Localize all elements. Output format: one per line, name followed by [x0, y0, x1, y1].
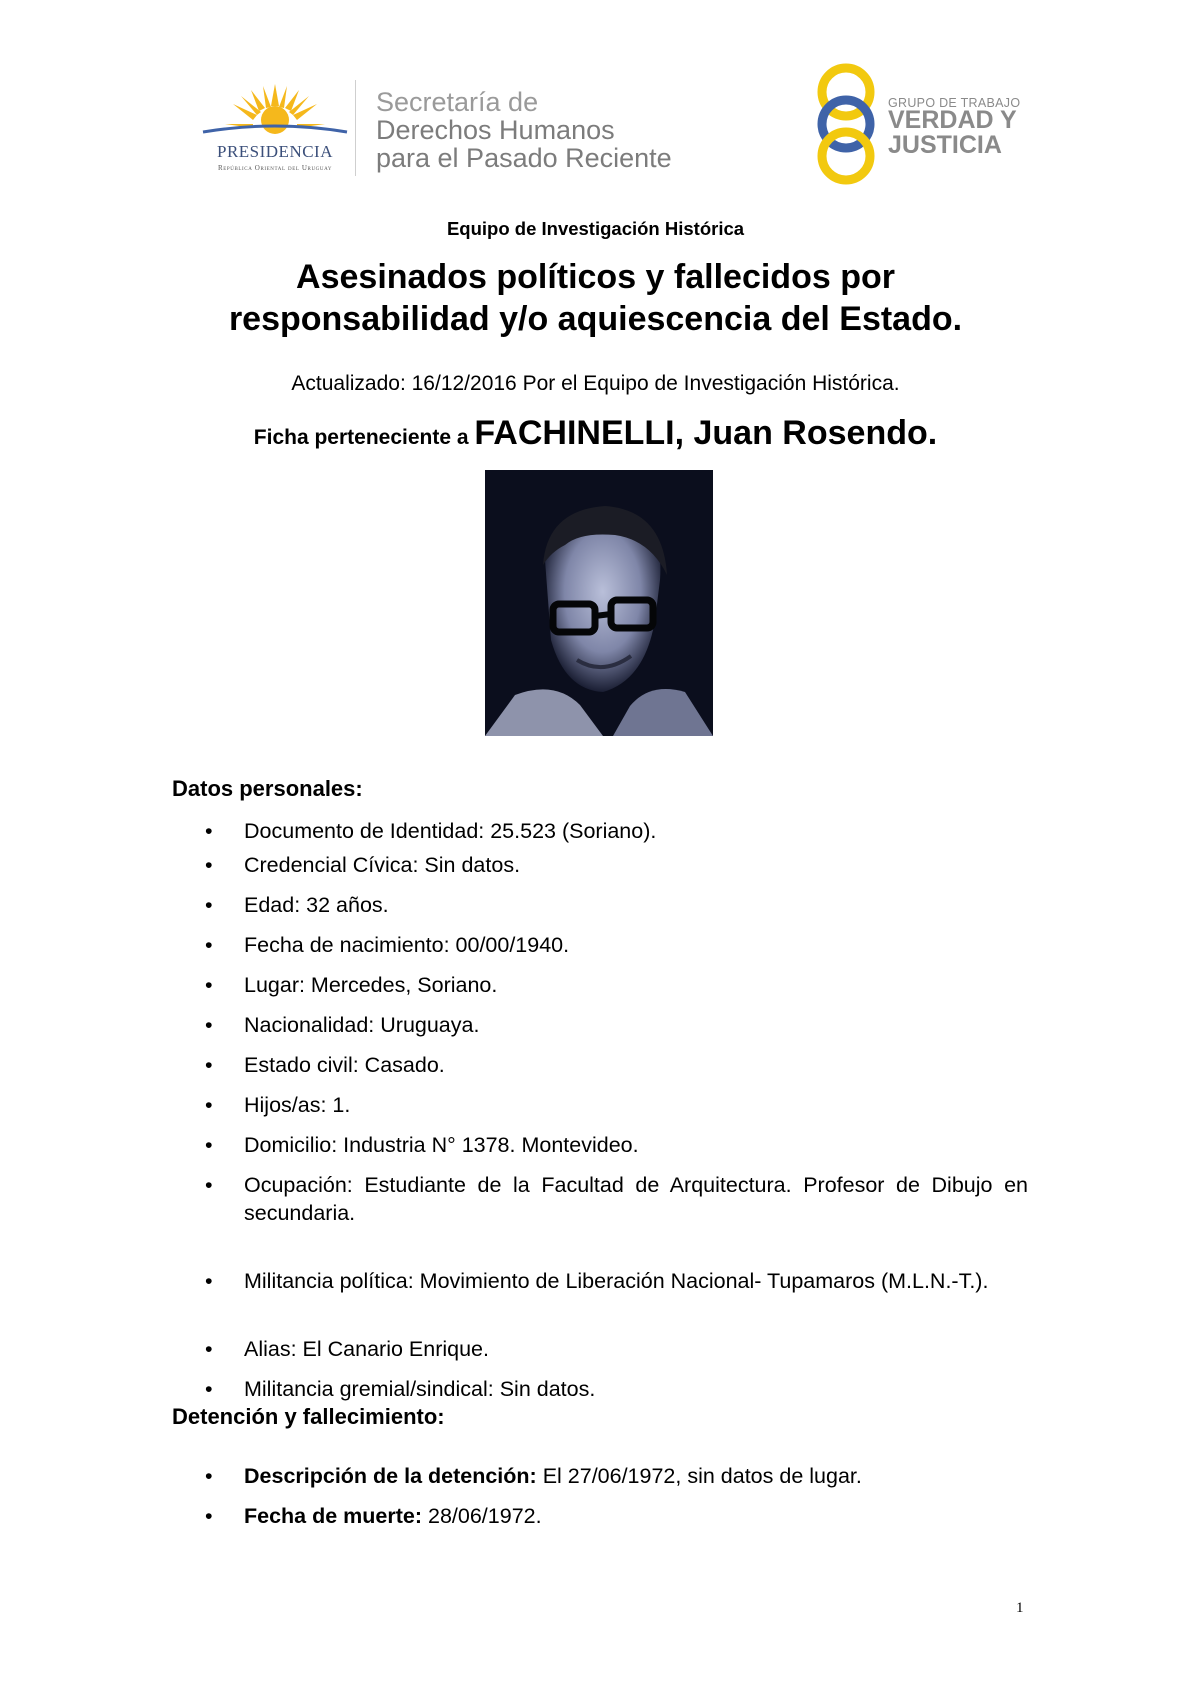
- list-item-text: Fecha de nacimiento: 00/00/1940.: [244, 933, 570, 957]
- bullet-icon: •: [205, 1013, 213, 1037]
- list-item: [172, 1375, 1028, 1403]
- list-item: [172, 1171, 1028, 1227]
- vyj-subtitle: GRUPO DE TRABAJO: [888, 96, 1021, 110]
- secretaria-logo-text: [376, 88, 672, 172]
- vyj-title: [888, 108, 1017, 158]
- list-item-text: Alias: El Canario Enrique.: [244, 1337, 489, 1361]
- bullet-icon: •: [205, 1269, 213, 1293]
- list-item: [172, 1011, 1028, 1039]
- bullet-icon: •: [205, 1377, 213, 1401]
- page-title: [0, 256, 1191, 340]
- list-item-text: Estado civil: Casado.: [244, 1053, 445, 1077]
- bullet-icon: •: [205, 1337, 213, 1361]
- list-item-text: Domicilio: Industria N° 1378. Montevideo.: [244, 1133, 639, 1157]
- list-item: [172, 971, 1028, 999]
- list-item: [172, 1502, 1028, 1530]
- detention-heading: Detención y fallecimiento:: [172, 1404, 445, 1429]
- logo-divider: [355, 80, 356, 176]
- list-item-text: Documento de Identidad: 25.523 (Soriano).: [244, 819, 657, 843]
- secretaria-line-2: Derechos Humanos: [376, 115, 615, 145]
- bullet-icon: •: [205, 1133, 213, 1157]
- personal-data-list: [172, 817, 1028, 1403]
- list-item-text: Ocupación: Estudiante de la Facultad de Arquitectura. Profesor de Dibujo en secundaria.: [244, 1173, 1028, 1225]
- list-item: [172, 1131, 1028, 1159]
- list-item: [172, 891, 1028, 919]
- person-name: FACHINELLI, Juan Rosendo.: [474, 414, 938, 452]
- bullet-icon: •: [205, 1464, 213, 1488]
- bullet-icon: •: [205, 853, 213, 877]
- secretaria-line-3: para el Pasado Reciente: [376, 143, 672, 173]
- page-title-line-1: Asesinados políticos y fallecidos por: [296, 258, 895, 296]
- list-item-label: Fecha de muerte:: [244, 1504, 423, 1528]
- bullet-icon: •: [205, 1504, 213, 1528]
- bullet-icon: •: [205, 1053, 213, 1077]
- interlocked-rings-icon: [810, 62, 885, 187]
- personal-data-heading: Datos personales:: [172, 776, 363, 801]
- presidencia-text: PRESIDENCIA: [216, 142, 333, 161]
- updated-line: Actualizado: 16/12/2016 Por el Equipo de Investigación Histórica.: [291, 372, 900, 395]
- list-item: [172, 1091, 1028, 1119]
- bullet-icon: •: [205, 973, 213, 997]
- list-item: [172, 1335, 1028, 1363]
- list-item-text: Credencial Cívica: Sin datos.: [244, 853, 521, 877]
- list-item-text: Militancia gremial/sindical: Sin datos.: [244, 1377, 596, 1401]
- ficha-prefix: Ficha perteneciente a: [253, 426, 469, 449]
- portrait-photo: [485, 470, 713, 736]
- list-item-text: Nacionalidad: Uruguaya.: [244, 1013, 480, 1037]
- list-item: [172, 1051, 1028, 1079]
- list-item-text: Edad: 32 años.: [244, 893, 389, 917]
- bullet-icon: •: [205, 893, 213, 917]
- list-item-text: Militancia política: Movimiento de Liberación Nacional- Tupamaros (M.L.N.-T.).: [244, 1269, 989, 1293]
- list-item-text: Lugar: Mercedes, Soriano.: [244, 973, 498, 997]
- bullet-icon: •: [205, 933, 213, 957]
- list-item: [172, 1267, 1028, 1295]
- bullet-icon: •: [205, 819, 213, 843]
- list-item: [172, 931, 1028, 959]
- vyj-title-line-2: JUSTICIA: [888, 131, 1002, 159]
- presidencia-subtitle: República Oriental del Uruguay: [217, 164, 333, 172]
- vyj-title-line-1: VERDAD Y: [888, 106, 1017, 134]
- list-item: [172, 1462, 1028, 1490]
- presidencia-logo: [195, 82, 355, 177]
- list-item-label: Descripción de la detención:: [244, 1464, 537, 1488]
- list-item-text: Hijos/as: 1.: [244, 1093, 351, 1117]
- detention-list: [172, 1462, 1028, 1530]
- verdad-justicia-logo: [810, 62, 1020, 187]
- sun-icon: [195, 82, 355, 142]
- bullet-icon: •: [205, 1093, 213, 1117]
- list-item-value: El 27/06/1972, sin datos de lugar.: [536, 1464, 862, 1488]
- bullet-icon: •: [205, 1173, 213, 1197]
- page-number: 1: [1016, 1600, 1024, 1616]
- team-heading: Equipo de Investigación Histórica: [446, 218, 745, 239]
- list-item-value: 28/06/1972.: [422, 1504, 542, 1528]
- secretaria-line-1: Secretaría de: [376, 87, 539, 117]
- list-item: [172, 817, 1028, 845]
- page-title-line-2: responsabilidad y/o aquiescencia del Estado.: [228, 300, 963, 338]
- list-item: [172, 851, 1028, 879]
- ficha-heading: [0, 414, 1191, 453]
